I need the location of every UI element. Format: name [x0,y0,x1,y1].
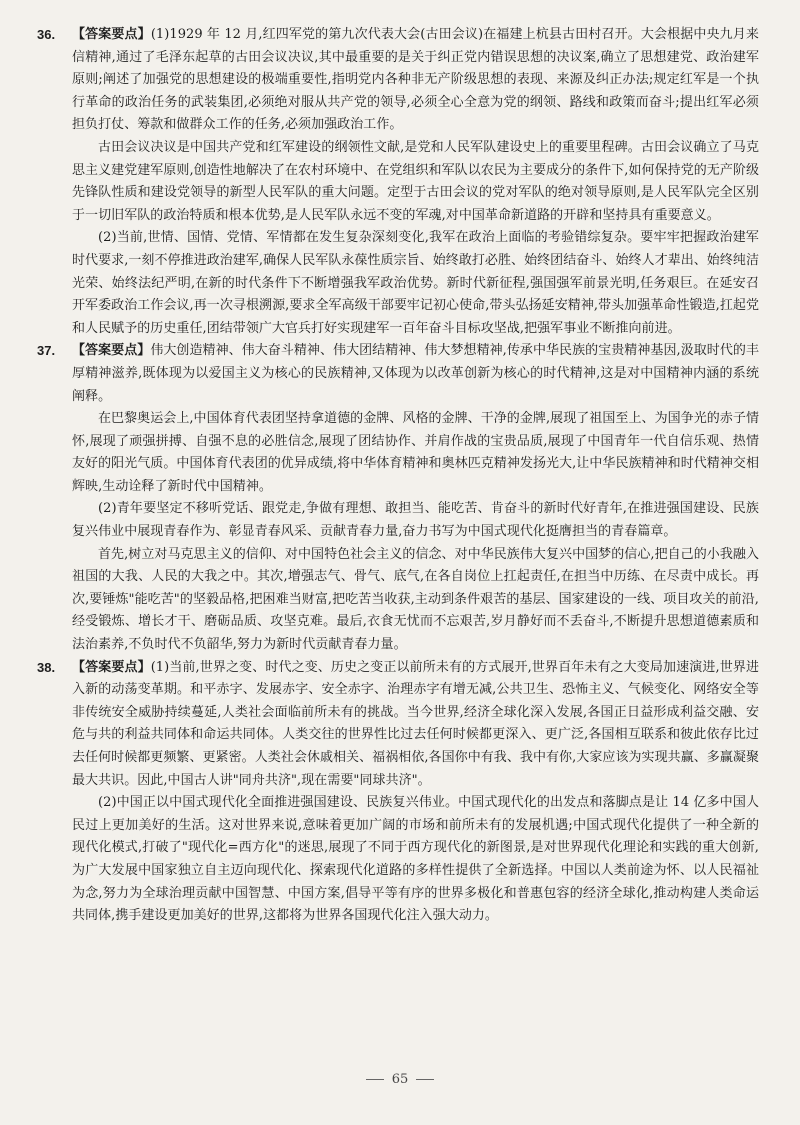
page-number: 65 [391,1072,409,1087]
answer-38 [37,657,759,928]
footer-dash-left [366,1079,384,1080]
question-number: 36. [37,27,56,42]
question-number: 37. [37,343,56,359]
answer-key-tag: 【答案要点】 [72,343,151,359]
answer-paragraph: (2)青年要坚定不移听党话、跟党走,争做有理想、敢担当、能吃苦、肯奋斗的新时代好青年,在推进强国建设、民族复兴伟业中展现青春作为、彰显青春风采、贡献青春力量,奋力书写为中国式现代化挺膺担当的青春篇章。 [72,501,759,540]
paragraph-text: (1)当前,世界之变、时代之变、历史之变正以前所未有的方式展开,世界百年未有之大变局加速演进,世界进入新的动荡变革期。和平赤字、发展赤字、安全赤字、治理赤字有增无减,公共卫生、恐怖主义、气候变化、网络安全等非传统安全威胁持续蔓延,人类社会面临前所未有的挑战。当今世界,经济全球化深入发展,各国正日益形成利益交融、安危与共的利益共同体和命运共同体。人类交往的世界性比过去任何时候都更深入、更广泛,各国相互联系和彼此依存比过去任何时候都更频繁、更紧密。人类社会休戚相关、福祸相依,各国你中有我、我中有你,大家应该为实现共赢、多赢凝聚最大共识。因此,中国古人讲"同舟共济",现在需要"同球共济"。 [72,659,759,788]
answer-paragraph [72,24,759,137]
answer-content [37,24,759,928]
answer-paragraph: (2)当前,世情、国情、党情、军情都在发生复杂深刻变化,我军在政治上面临的考验错综复杂。要牢牢把握政治建军时代要求,一刻不停推进政治建军,确保人民军队永葆性质宗旨、始终敢打必胜、始终团结奋斗、始终人才辈出、始终纯洁光荣、始终法纪严明,在新的时代条件下不断增强我军政治优势。新时代新征程,强国强军前景光明,任务艰巨。在延安召开军委政治工作会议,再一次寻根溯源,要求全军高级干部要牢记初心使命,带头弘扬延安精神,带头加强革命性锻造,扛起党和人民赋予的历史重任,团结带领广大官兵打好实现建军一百年奋斗目标攻坚战,把强军事业不断推向前进。 [72,230,759,336]
answer-paragraph [72,657,759,793]
page-footer [0,1072,800,1087]
footer-dash-right [416,1079,434,1080]
answer-paragraph: 首先,树立对马克思主义的信仰、对中国特色社会主义的信念、对中华民族伟大复兴中国梦的信心,把自己的小我融入祖国的大我、人民的大我之中。其次,增强志气、骨气、底气,在各自岗位上扛起责任,在担当中历练、在尽责中成长。再次,要锤炼"能吃苦"的坚毅品格,把困难当财富,把吃苦当收获,主动到条件艰苦的基层、国家建设的一线、项目攻关的前沿,经受锻炼、增长才干、磨砺品质、攻坚克难。最后,衣食无忧而不忘艰苦,岁月静好而不丢奋斗,不断提升思想道德素质和法治素养,不负时代不负韶华,努力为新时代贡献青春力量。 [72,546,759,653]
paragraph-text: 伟大创造精神、伟大奋斗精神、伟大团结精神、伟大梦想精神,传承中华民族的宝贵精神基因,汲取时代的丰厚精神滋养,既体现为以爱国主义为核心的民族精神,又体现为以改革创新为核心的时代精神,这是对中国精神内涵的系统阐释。 [72,343,759,404]
answer-key-tag: 【答案要点】 [72,659,151,675]
question-number: 38. [37,659,56,675]
paragraph-text: (1)1929 年 12 月,红四军党的第九次代表大会(古田会议)在福建上杭县古田村召开。大会根据中央九月来信精神,通过了毛泽东起草的古田会议决议,其中最重要的是关于纠正党内错误思想的决议案,确立了思想建党、政治建军原则;阐述了加强党的思想建设的极端重要性,指明党内各种非无产阶级思想的表现、来源及纠正办法;规定红军是一个执行革命的政治任务的武装集团,必须绝对服从共产党的领导,必须全心全意为党的纲领、路线和政策而奋斗;提出红军必须担负打仗、筹款和做群众工作的任务,必须加强政治工作。 [72,27,759,133]
answer-paragraph: (2)中国正以中国式现代化全面推进强国建设、民族复兴伟业。中国式现代化的出发点和落脚点是让 14 亿多中国人民过上更加美好的生活。这对世界来说,意味着更加广阔的市场和前所未有的发展机遇;中国式现代化提供了一种全新的现代化模式,打破了"现代化=西方化"的迷思,展现了不同于西方现代化的新图景,是对世界现代化理论和实践的重大创新,为广大发展中国家独立自主迈向现代化、探索现代化道路的多样性提供了全新选择。中国以人类前途为怀、以人民福祉为念,努力为全球治理贡献中国智慧、中国方案,倡导平等有序的世界多极化和普惠包容的经济全球化,推动构建人类命运共同体,携手建设更加美好的世界,这都将为世界各国现代化注入强大动力。 [72,795,759,924]
answer-paragraph: 在巴黎奥运会上,中国体育代表团坚持拿道德的金牌、风格的金牌、干净的金牌,展现了祖国至上、为国争光的赤子情怀,展现了顽强拼搏、自强不息的必胜信念,展现了团结协作、并肩作战的宝贵品质,展现了中国青年一代自信乐观、热情友好的阳光气质。中国体育代表团的优异成绩,将中华体育精神和奥林匹克精神发扬光大,让中华民族精神和时代精神交相辉映,生动诠释了新时代中国精神。 [72,411,759,494]
answer-paragraph [72,340,759,408]
answer-37 [37,340,759,656]
answer-paragraph: 古田会议决议是中国共产党和红军建设的纲领性文献,是党和人民军队建设史上的重要里程碑。古田会议确立了马克思主义建党建军原则,创造性地解决了在农村环境中、在党组织和军队以农民为主要成分的条件下,如何保持党的无产阶级先锋队性质和建设党领导的新型人民军队的重大问题。定型于古田会议的党对军队的绝对领导原则,是人民军队完全区别于一切旧军队的政治特质和根本优势,是人民军队永远不变的军魂,对中国革命新道路的开辟和坚持具有重要意义。 [72,139,759,223]
answer-36 [37,24,759,340]
answer-key-tag: 【答案要点】 [72,27,151,42]
